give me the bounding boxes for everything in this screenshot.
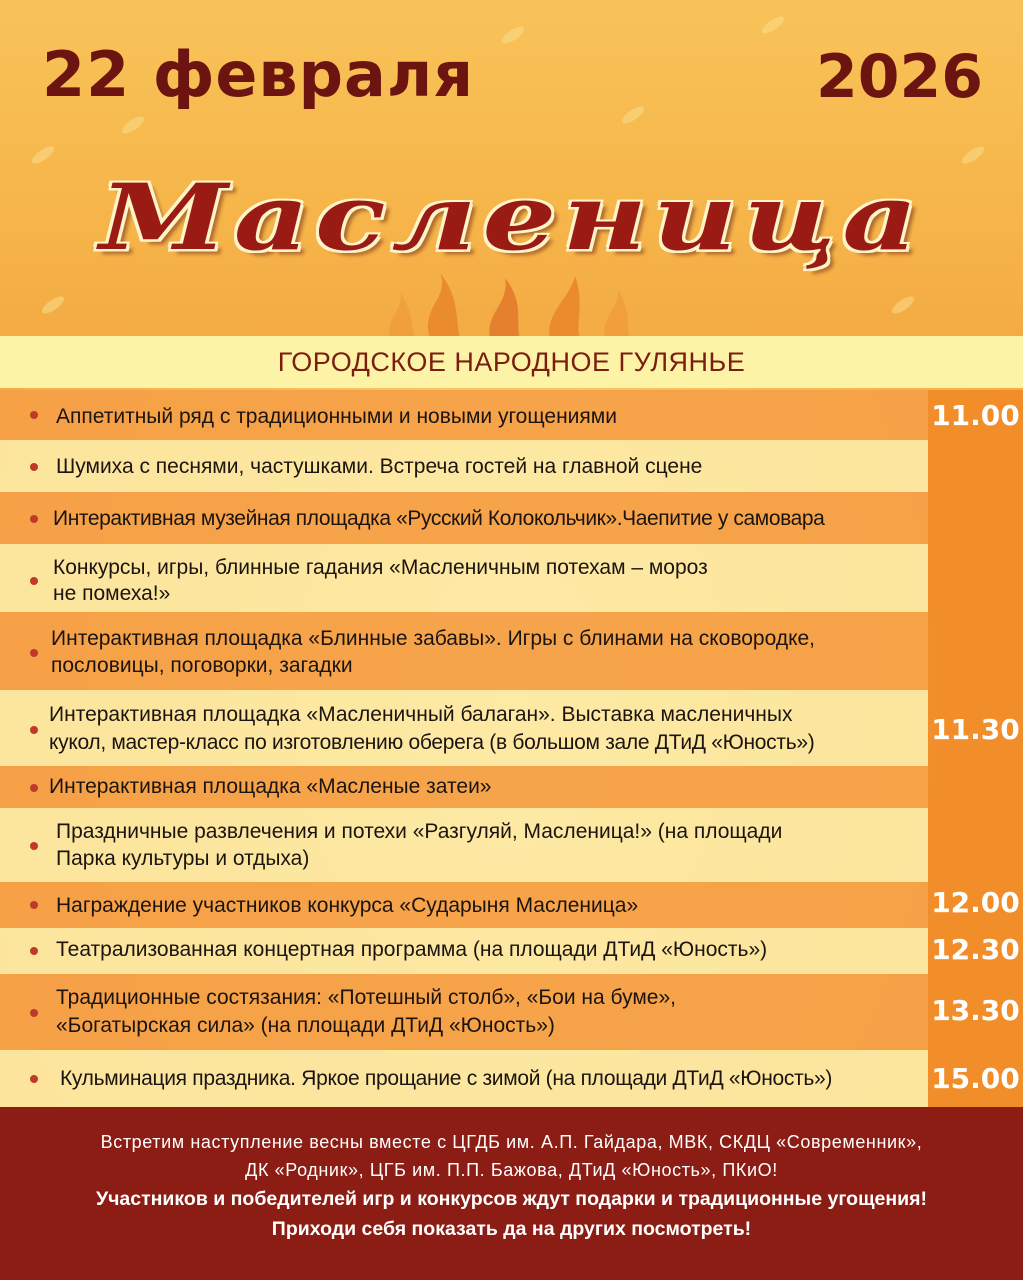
schedule-time: 15.00	[931, 1062, 1020, 1095]
schedule-item-text: Награждение участников конкурса «Сударыня Масленица»	[56, 894, 639, 917]
schedule-item-text: кукол, мастер-класс по изготовлению оберега (в большом зале ДТиД «Юность»)	[49, 731, 815, 754]
schedule-item-text: Шумиха с песнями, частушками. Встреча гостей на главной сцене	[56, 455, 703, 478]
event-subtitle: ГОРОДСКОЕ НАРОДНОЕ ГУЛЯНЬЕ	[277, 347, 746, 377]
schedule-item-text: Парка культуры и отдыха)	[56, 847, 310, 870]
schedule-item-text: Аппетитный ряд с традиционными и новыми угощениями	[56, 405, 617, 428]
schedule-item-text: Интерактивная площадка «Блинные забавы». Игры с блинами на сковородке,	[51, 627, 816, 650]
footer-gifts-note: Участников и победителей игр и конкурсов ждут подарки и традиционные угощения!	[95, 1188, 928, 1210]
schedule-time: 12.00	[931, 886, 1020, 919]
schedule-item-text: Интерактивная музейная площадка «Русский Колокольчик».Чаепитие у самовара	[53, 507, 825, 530]
bullet-icon	[30, 515, 38, 523]
bullet-icon	[30, 649, 38, 657]
schedule-item-text: не помеха!»	[53, 582, 171, 605]
event-year: 2026	[816, 42, 983, 112]
bullet-icon	[30, 411, 38, 419]
schedule-item-text: Традиционные состязания: «Потешный столб», «Бои на буме»,	[56, 986, 676, 1009]
bullet-icon	[30, 1009, 38, 1017]
bullet-icon	[30, 577, 38, 585]
bullet-icon	[30, 1075, 38, 1083]
schedule-item-text: Интерактивная площадка «Масленичный балаган». Выставка масленичных	[49, 703, 793, 726]
schedule-item-text: Театрализованная концертная программа (на площади ДТиД «Юность»)	[56, 938, 768, 961]
bullet-icon	[30, 947, 38, 955]
schedule-time: 11.30	[931, 713, 1020, 746]
schedule-item-text: Кульминация праздника. Яркое прощание с зимой (на площади ДТиД «Юность»)	[60, 1067, 833, 1090]
footer-partners-line2: ДК «Родник», ЦГБ им. П.П. Бажова, ДТиД «Юность», ПКиО!	[245, 1160, 778, 1180]
sun-flame-ornament	[360, 268, 660, 338]
bullet-icon	[30, 842, 38, 850]
schedule-item-text: Конкурсы, игры, блинные гадания «Масленичным потехам – мороз	[53, 556, 708, 579]
schedule-item-text: Праздничные развлечения и потехи «Разгуляй, Масленица!» (на площади	[56, 820, 783, 843]
event-date: 22 февраля	[42, 38, 475, 111]
schedule-item-text: «Богатырская сила» (на площади ДТиД «Юность»)	[56, 1014, 555, 1037]
schedule-time: 13.30	[931, 994, 1020, 1027]
schedule-time: 11.00	[931, 399, 1020, 432]
schedule-item-text: Интерактивная площадка «Масленые затеи»	[49, 775, 492, 798]
schedule-time: 12.30	[931, 933, 1020, 966]
footer-partners-line1: Встретим наступление весны вместе с ЦГДБ им. А.П. Гайдара, МВК, СКДЦ «Современник»,	[100, 1132, 923, 1152]
bullet-icon	[30, 463, 38, 471]
bullet-icon	[30, 726, 38, 734]
schedule-item-text: пословицы, поговорки, загадки	[51, 654, 353, 677]
bullet-icon	[30, 784, 38, 792]
footer-invitation: Приходи себя показать да на других посмотреть!	[271, 1218, 752, 1240]
page-title: Масленица	[99, 164, 924, 272]
bullet-icon	[30, 901, 38, 909]
